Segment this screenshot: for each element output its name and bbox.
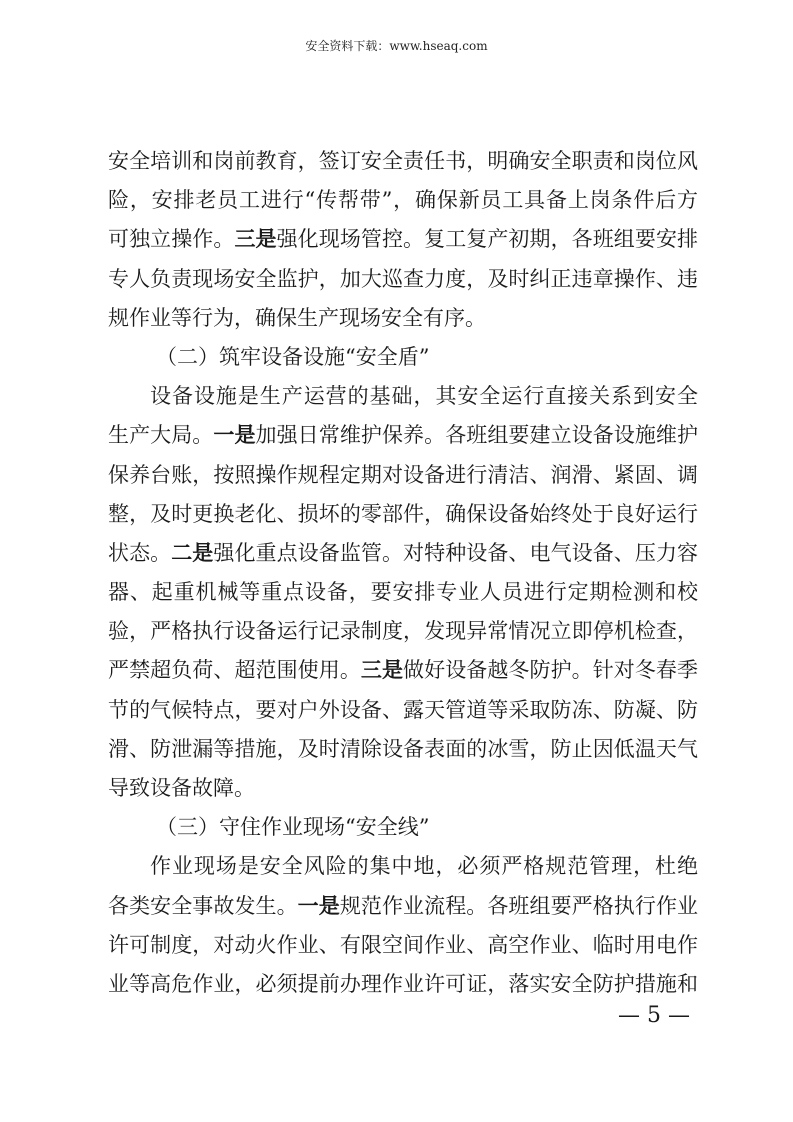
emphasis-marker: 一是: [213, 423, 256, 448]
text-segment: 节的气候特点，要对户外设备、露天管道等采取防冻、防凝、防: [108, 697, 698, 722]
text-line: [108, 651, 698, 690]
text-segment: 验，严格执行设备运行记录制度，发现异常情况立即停机检查，: [108, 619, 698, 644]
text-line: [108, 416, 698, 455]
text-line: [108, 377, 698, 416]
text-line: [108, 260, 698, 299]
text-segment: （三）守住作业现场“安全线”: [156, 815, 430, 840]
document-body: [108, 142, 698, 1004]
page-header: 安全资料下载：www.hseaq.com: [305, 39, 488, 53]
text-segment: 强化现场管控。复工复产初期，各班组要安排: [276, 227, 698, 252]
text-segment: 规作业等行为，确保生产现场安全有序。: [108, 305, 486, 330]
text-segment: 滑、防泄漏等措施，及时清除设备表面的冰雪，防止因低温天气: [108, 736, 698, 761]
text-line: [108, 573, 698, 612]
text-line: [108, 181, 698, 220]
text-segment: 各类安全事故发生。: [108, 893, 298, 918]
text-segment: 状态。: [108, 540, 172, 565]
text-line: [108, 965, 698, 1004]
text-segment: 整，及时更换老化、损坏的零部件，确保设备始终处于良好运行: [108, 501, 698, 526]
text-segment: 作业现场是安全风险的集中地，必须严格规范管理，杜绝: [150, 854, 698, 879]
page-number: — 5 —: [618, 1003, 690, 1028]
text-line: [108, 887, 698, 926]
text-segment: 规范作业流程。各班组要严格执行作业: [339, 893, 698, 918]
text-segment: 强化重点设备监管。对特种设备、电气设备、压力容: [213, 540, 698, 565]
section-heading: [108, 338, 698, 377]
text-line: [108, 730, 698, 769]
section-heading: [108, 808, 698, 847]
text-line: [108, 612, 698, 651]
text-line: [108, 456, 698, 495]
text-segment: 险，安排老员工进行“传帮带”，确保新员工具备上岗条件后方: [108, 188, 698, 213]
text-segment: 专人负责现场安全监护，加大巡查力度，及时纠正违章操作、违: [108, 266, 698, 291]
emphasis-marker: 三是: [234, 227, 277, 252]
text-segment: 许可制度，对动火作业、有限空间作业、高空作业、临时用电作: [108, 932, 698, 957]
text-line: [108, 926, 698, 965]
text-line: [108, 495, 698, 534]
text-line: [108, 220, 698, 259]
text-line: [108, 299, 698, 338]
text-segment: 可独立操作。: [108, 227, 235, 252]
text-segment: 导致设备故障。: [108, 776, 255, 800]
text-segment: 设备设施是生产运营的基础，其安全运行直接关系到安全: [150, 384, 698, 409]
text-segment: 生产大局。: [108, 423, 214, 448]
emphasis-marker: 一是: [297, 893, 340, 918]
text-line: [108, 847, 698, 886]
text-segment: 器、起重机械等重点设备，要安排专业人员进行定期检测和校: [108, 580, 698, 605]
text-segment: 加强日常维护保养。各班组要建立设备设施维护: [255, 423, 698, 448]
text-line: [108, 769, 698, 808]
text-segment: 安全培训和岗前教育，签订安全责任书，明确安全职责和岗位风: [108, 149, 698, 173]
text-segment: （二）筑牢设备设施“安全盾”: [156, 344, 430, 369]
text-segment: 保养台账，按照操作规程定期对设备进行清洁、润滑、紧固、调: [108, 462, 698, 487]
emphasis-marker: 三是: [360, 658, 404, 683]
text-line: [108, 534, 698, 573]
text-line: [108, 142, 698, 181]
emphasis-marker: 二是: [171, 540, 214, 565]
text-line: [108, 691, 698, 730]
text-segment: 严禁超负荷、超范围使用。: [108, 658, 361, 683]
text-segment: 业等高危作业，必须提前办理作业许可证，落实安全防护措施和: [108, 971, 698, 996]
text-segment: 做好设备越冬防护。针对冬春季: [403, 658, 698, 683]
